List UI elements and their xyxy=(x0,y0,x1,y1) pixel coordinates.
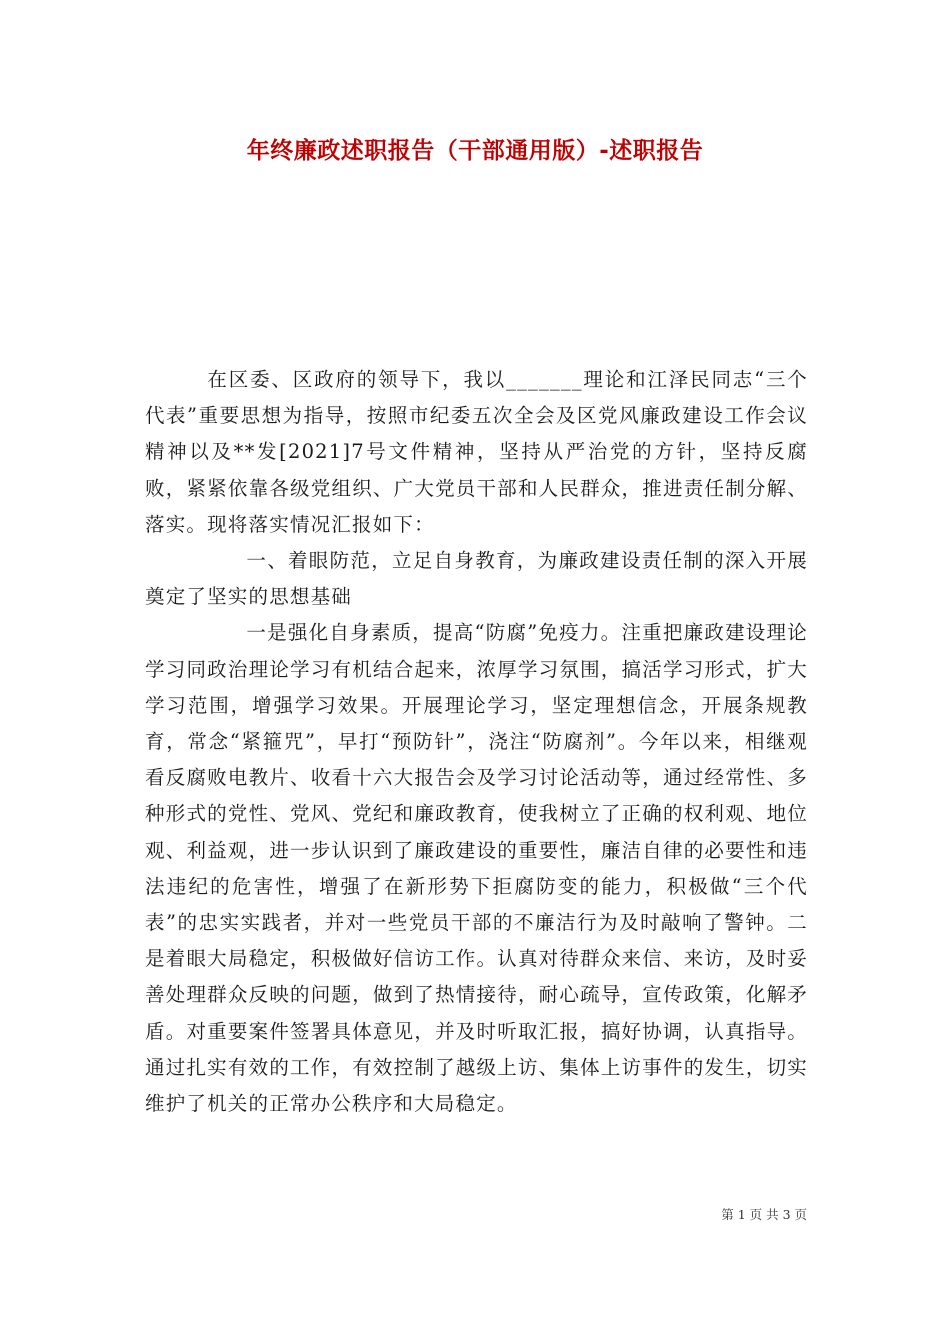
document-body xyxy=(145,362,808,1122)
page-footer: 第 1 页 共 3 页 xyxy=(721,1207,807,1222)
section-paragraph: 一是强化自身素质，提高“防腐”免疫力。注重把廉政建设理论学习同政治理论学习有机结合起来，浓厚学习氛围，搞活学习形式，扩大学习范围，增强学习效果。开展理论学习，坚定理想信念，开展条规教育，常念“紧箍咒”，早打“预防针”，浇注“防腐剂”。今年以来，相继观看反腐败电教片、收看十六大报告会及学习讨论活动等，通过经常性、多种形式的党性、党风、党纪和廉政教育，使我树立了正确的权利观、地位观、利益观，进一步认识到了廉政建设的重要性，廉洁自律的必要性和违法违纪的危害性，增强了在新形势下拒腐防变的能力，积极做“三个代表”的忠实实践者，并对一些党员干部的不廉洁行为及时敲响了警钟。二是着眼大局稳定，积极做好信访工作。认真对待群众来信、来访，及时妥善处理群众反映的问题，做到了热情接待，耐心疏导，宣传政策，化解矛盾。对重要案件签署具体意见，并及时听取汇报，搞好协调，认真指导。通过扎实有效的工作，有效控制了越级上访、集体上访事件的发生，切实维护了机关的正常办公秩序和大局稳定。 xyxy=(145,621,808,1116)
document-title: 年终廉政述职报告（干部通用版）-述职报告 xyxy=(246,138,704,164)
intro-paragraph: 在区委、区政府的领导下，我以_______理论和江泽民同志“三个代表”重要思想为指导，按照市纪委五次全会及区党风廉政建设工作会议精神以及**发[2021]7号文件精神，坚持从严治党的方针，坚持反腐败，紧紧依靠各级党组织、广大党员干部和人民群众，推进责任制分解、落实。现将落实情况汇报如下： xyxy=(145,368,808,536)
section-heading: 一、着眼防范，立足自身教育，为廉政建设责任制的深入开展奠定了坚实的思想基础 xyxy=(145,549,808,609)
